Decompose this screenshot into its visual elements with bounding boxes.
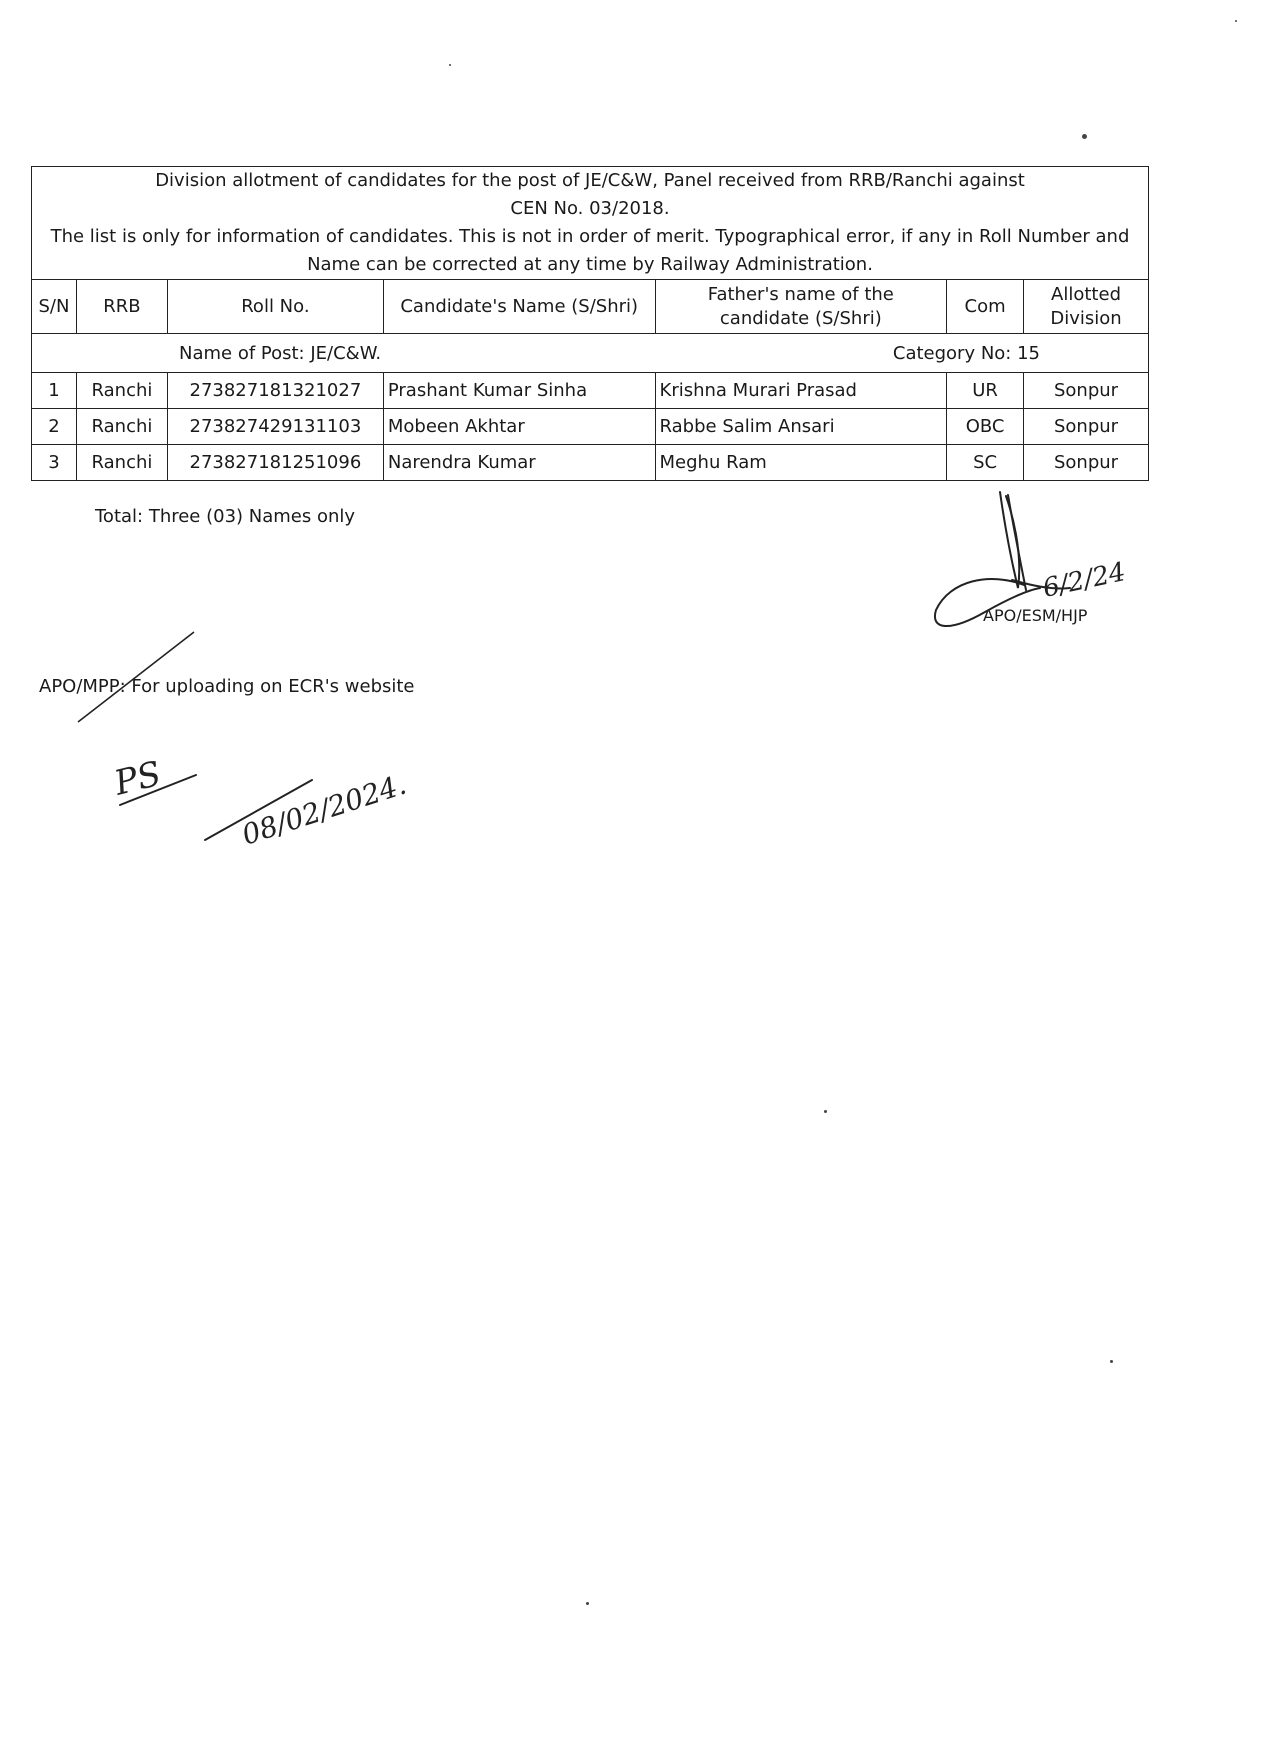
cell-roll: 273827429131103 xyxy=(167,409,383,445)
cell-candidate-name: Prashant Kumar Sinha xyxy=(383,373,655,409)
col-father-line-1: Father's name of the xyxy=(707,283,894,305)
cell-sn: 1 xyxy=(32,373,77,409)
cell-division: Sonpur xyxy=(1024,445,1149,481)
col-sn: S/N xyxy=(32,280,77,334)
cell-sn: 3 xyxy=(32,445,77,481)
signature-date: 6/2/24 xyxy=(1040,557,1129,604)
col-roll: Roll No. xyxy=(167,280,383,334)
total-count: Total: Three (03) Names only xyxy=(95,506,356,527)
post-name: Name of Post: JE/C&W. xyxy=(179,342,382,364)
signature-scribble xyxy=(935,492,1070,626)
cell-father-name: Rabbe Salim Ansari xyxy=(655,409,947,445)
scan-speck xyxy=(1235,20,1237,22)
post-category: Category No: 15 xyxy=(892,342,1040,364)
cell-community: SC xyxy=(947,445,1024,481)
cell-division: Sonpur xyxy=(1024,373,1149,409)
scan-speck xyxy=(1110,1360,1113,1363)
cell-division: Sonpur xyxy=(1024,409,1149,445)
header-line-2: CEN No. 03/2018. xyxy=(510,198,670,219)
cell-rrb: Ranchi xyxy=(76,373,167,409)
col-candidate-name: Candidate's Name (S/Shri) xyxy=(383,280,655,334)
cell-roll: 273827181321027 xyxy=(167,373,383,409)
header-line-1: Division allotment of candidates for the post of JE/C&W, Panel received from RRB/Ranchi against xyxy=(155,170,1025,191)
header-line-4: Name can be corrected at any time by Railway Administration. xyxy=(307,254,873,275)
col-division-line-2: Division xyxy=(1050,307,1122,329)
col-community: Com xyxy=(947,280,1024,334)
header-line-3: The list is only for information of candidates. This is not in order of merit. Typographical error, if any in Roll Number and xyxy=(50,226,1130,247)
cell-rrb: Ranchi xyxy=(76,445,167,481)
cell-sn: 2 xyxy=(32,409,77,445)
cell-candidate-name: Mobeen Akhtar xyxy=(383,409,655,445)
strike-mark xyxy=(78,632,194,722)
cell-community: UR xyxy=(947,373,1024,409)
col-rrb: RRB xyxy=(76,280,167,334)
scan-speck xyxy=(824,1110,827,1113)
initials-text: PS xyxy=(110,753,165,804)
cell-father-name: Meghu Ram xyxy=(655,445,947,481)
scan-speck xyxy=(449,64,451,66)
col-father-line-2: candidate (S/Shri) xyxy=(719,307,882,329)
cell-father-name: Krishna Murari Prasad xyxy=(655,373,947,409)
cell-community: OBC xyxy=(947,409,1024,445)
cell-rrb: Ranchi xyxy=(76,409,167,445)
upload-note: APO/MPP: For uploading on ECR's website xyxy=(39,676,415,697)
cell-roll: 273827181251096 xyxy=(167,445,383,481)
col-division-line-1: Allotted xyxy=(1051,283,1121,305)
scan-speck xyxy=(1082,134,1087,139)
signature-designation: APO/ESM/HJP xyxy=(983,606,1088,625)
cell-candidate-name: Narendra Kumar xyxy=(383,445,655,481)
initials-date: 08/02/2024. xyxy=(237,767,411,852)
scan-speck xyxy=(586,1602,589,1605)
